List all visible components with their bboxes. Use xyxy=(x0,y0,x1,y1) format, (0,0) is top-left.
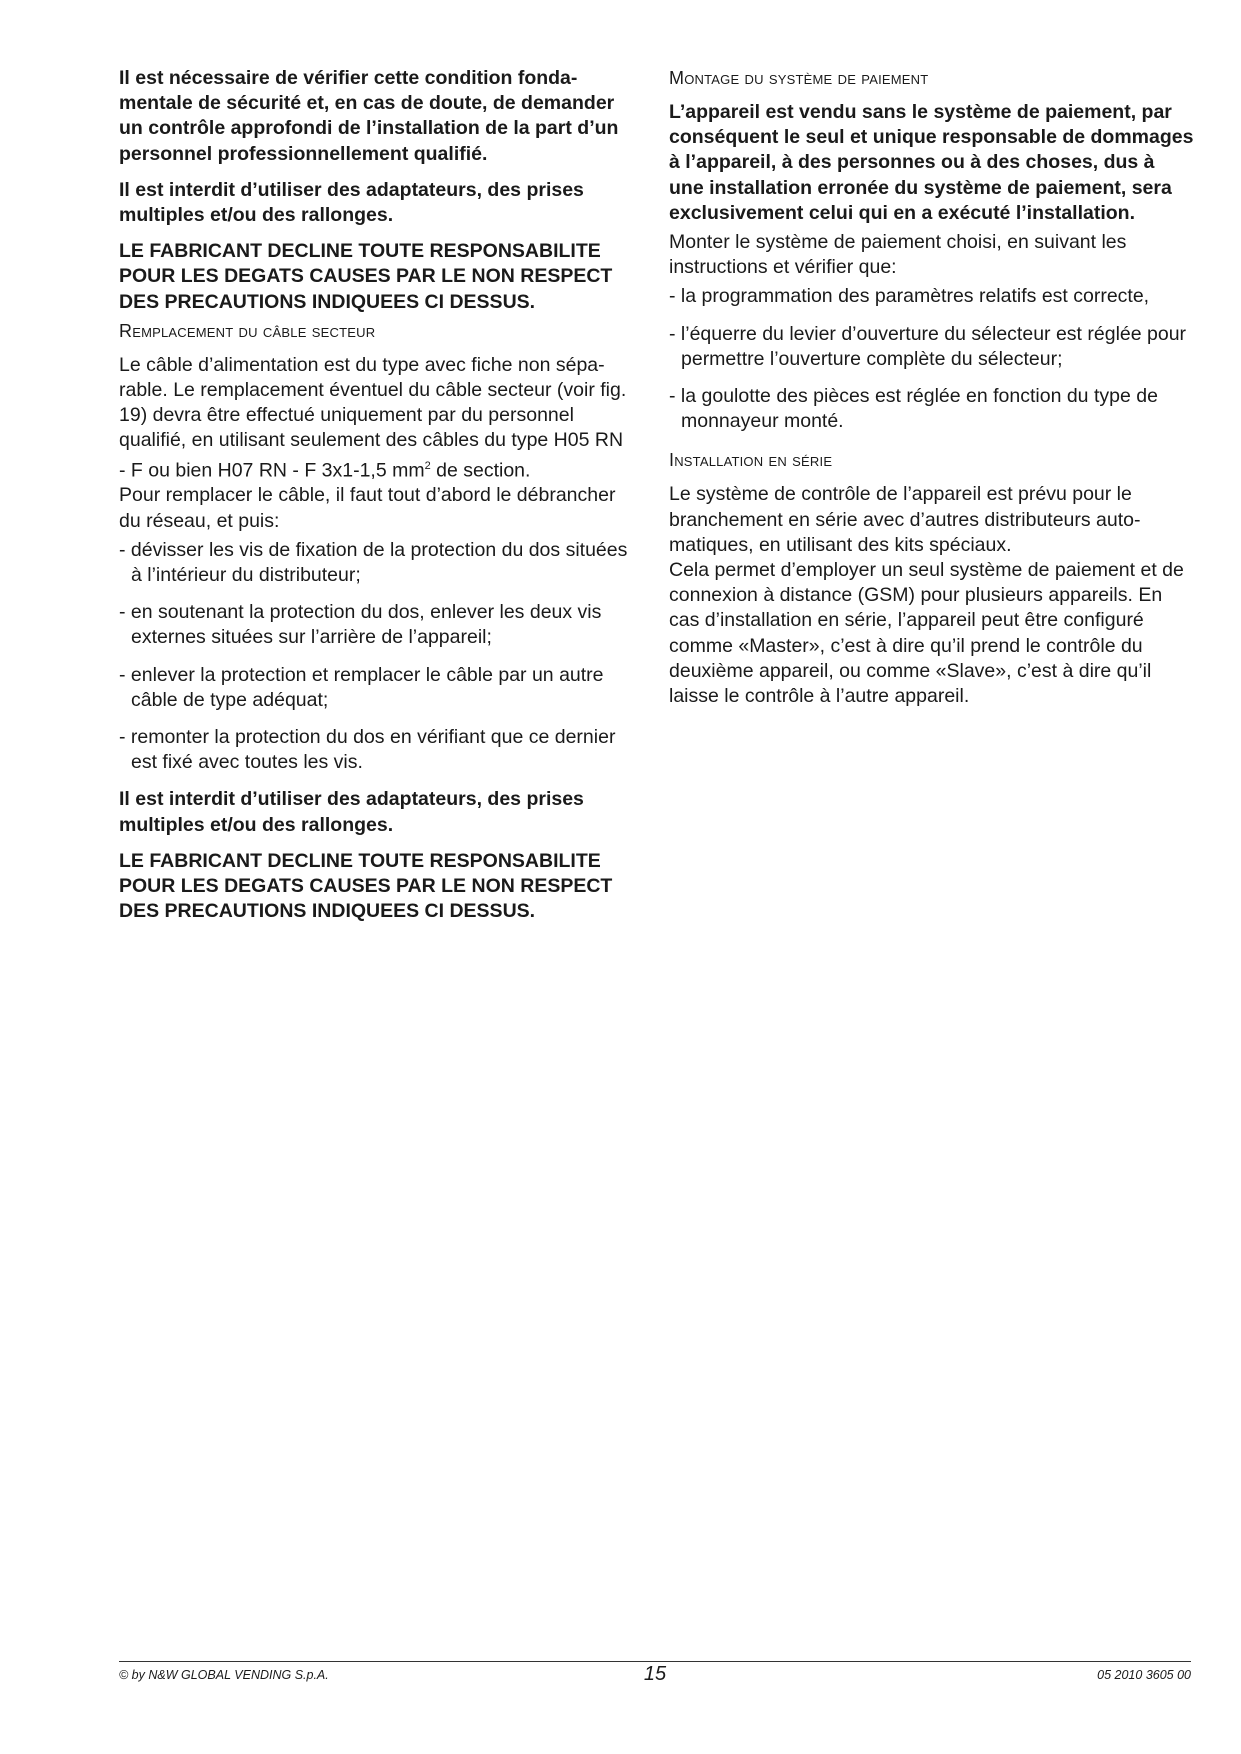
list-item: - l’équerre du levier d’ouverture du sélecteur est réglée pour permettre l’ouverture complète du sélecteur; xyxy=(669,322,1187,370)
payment-install-intro: Monter le système de paiement choisi, en suivant les instructions et vérifier que: xyxy=(669,231,1127,279)
cable-steps-list xyxy=(119,538,634,776)
list-item: - enlever la protection et remplacer le câble par un autre câble de type adéquat; xyxy=(119,663,604,711)
cable-type-paragraph xyxy=(119,353,634,484)
liability-warning: LE FABRICANT DECLINE TOUTE RESPONSABILITE POUR LES DEGATS CAUSES PAR LE NON RESPECT DES PRECAUTIONS INDIQUEES CI DESSUS. xyxy=(119,240,613,313)
payment-checks-list xyxy=(669,284,1194,434)
series-master-slave-paragraph: Cela permet d’employer un seul système de paiement et de connexion à distance (GSM) pour plusieurs appareils. En cas d’installation en série, l’appareil peut être configuré comme «Master», c’est à dire qu’il prend le contrôle du deuxième appareil, ou comme «Slave», c’est à dire qu’il laisse le contrôle à l’autre appareil. xyxy=(669,559,1184,708)
right-column xyxy=(669,66,1194,709)
page-number: 15 xyxy=(643,1663,667,1685)
section-heading-payment-system: Montage du système de paiement xyxy=(669,68,929,88)
section-heading-series-installation: Installation en série xyxy=(669,450,833,471)
list-item: - en soutenant la protection du dos, enlever les deux vis externes situées sur l’arrière de l’appareil; xyxy=(119,601,602,649)
series-control-paragraph: Le système de contrôle de l’appareil est prévu pour le branchement en série avec d’autres distributeurs automatiques, en utilisant des kits spéciaux. xyxy=(669,483,1141,556)
list-item: - remonter la protection du dos en vérifiant que ce dernier est fixé avec toutes les vis. xyxy=(119,725,616,774)
cable-procedure-intro: Pour remplacer le câble, il faut tout d’abord le débrancher du réseau, et puis: xyxy=(119,484,616,532)
cable-type-text-end: de section. xyxy=(430,459,531,482)
document-code: 05 2010 3605 00 xyxy=(1097,1668,1191,1682)
liability-warning-2: LE FABRICANT DECLINE TOUTE RESPONSABILITE POUR LES DEGATS CAUSES PAR LE NON RESPECT DES PRECAUTIONS INDIQUEES CI DESSUS. xyxy=(119,849,613,923)
adapter-prohibition-paragraph: Il est interdit d’utiliser des adaptateurs, des prises multiples et/ou des rallonges. xyxy=(119,178,584,227)
list-item: - la programmation des paramètres relatifs est correcte, xyxy=(669,285,1150,308)
safety-check-paragraph: Il est nécessaire de vérifier cette condition fondamentale de sécurité et, en cas de doute, de demander un contrôle approfondi de l’installation de la part d’un personnel professionnellement qualifié. xyxy=(119,67,619,165)
list-item: - dévisser les vis de fixation de la protection du dos situées à l’intérieur du distributeur; xyxy=(119,538,628,586)
cable-type-text: Le câble d’alimentation est du type avec fiche non séparable. Le remplacement éventuel du câble secteur (voir fig. 19) devra être effectué uniquement par du personnel qualifié, en utilisant seulement des câbles du type H05 RN - F ou bien H07 RN - F 3x1-1,5 mm xyxy=(119,353,627,482)
footer-copyright: © by N&W GLOBAL VENDING S.p.A. xyxy=(119,1668,329,1682)
list-item: - la goulotte des pièces est réglée en fonction du type de monnayeur monté. xyxy=(669,385,1158,433)
section-heading-cable-replacement: Remplacement du câble secteur xyxy=(119,320,376,341)
mm-superscript: 2 xyxy=(424,459,431,472)
left-column xyxy=(119,66,634,924)
adapter-prohibition-paragraph-2: Il est interdit d’utiliser des adaptateurs, des prises multiples et/ou des rallonges. xyxy=(119,788,584,836)
footer-divider xyxy=(119,1661,1191,1662)
payment-responsibility-paragraph: L’appareil est vendu sans le système de paiement, par conséquent le seul et unique responsable de dommages à l’appareil, à des personnes ou à des choses, dus à une installation erronée du système de paiement, sera exclusivement celui qui en a exécuté l’installation. xyxy=(669,101,1194,224)
